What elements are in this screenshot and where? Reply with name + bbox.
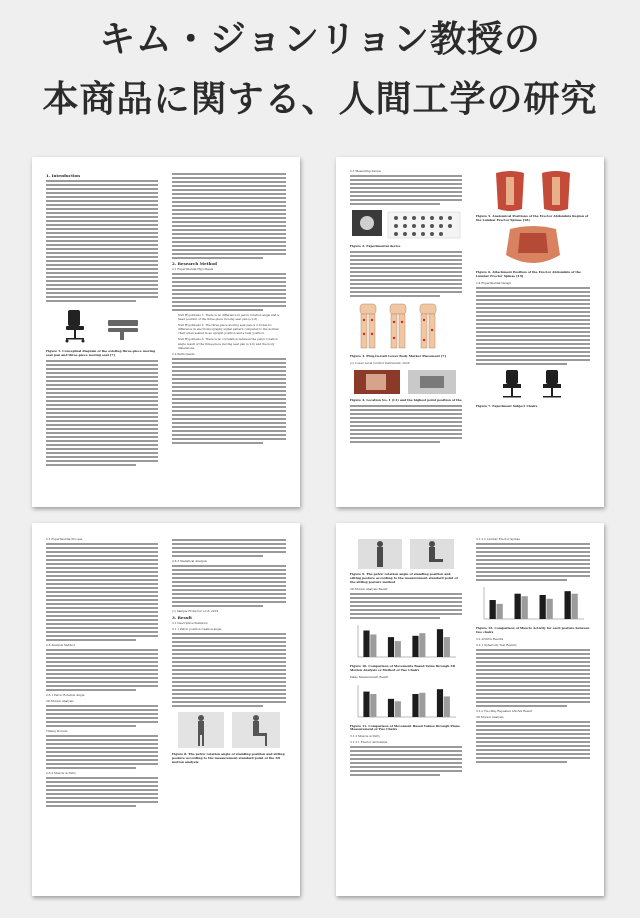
fig12-chart-svg: [476, 583, 590, 625]
page1-right-column: [172, 171, 286, 446]
fig9-caption: Figure 9. The pelvic rotation angle of standing position and sitting posture according to the measurement standard point of the sitting posture method: [350, 572, 458, 584]
research-method-heading: 2. Research Method: [172, 261, 217, 266]
chart-bar: [419, 692, 425, 716]
null-hypothesis-3: Null Hypothesis 3: There is no correlation between the pelvic rotation angle result of the three-piece moving seat pan (s 2.0) and the body dimensions.: [178, 337, 278, 350]
chart-bar: [395, 701, 401, 717]
chart-bar: [419, 633, 425, 657]
headline-line-2: 本商品に関する、人間工学の研究: [42, 79, 598, 120]
chart-bar: [444, 696, 450, 717]
fig2-caption: Figure 2. Experimental device: [350, 244, 401, 249]
fig9-posture-image: [350, 537, 462, 571]
paper-page-2: [336, 157, 604, 507]
experimental-hypothesis-heading: 2.1 Experimental Hypothesis: [172, 267, 214, 272]
fig7-chairs-image: [476, 368, 590, 402]
fig8-caption: Figure 8. The pelvic rotation angle of standing position and sitting posture according to the measurement standard point of the 3D motion analysis: [172, 752, 285, 765]
page4-right-column: [476, 537, 590, 765]
muscle-activity-result-heading: 3.1.2 Muscle Activity: [350, 734, 380, 739]
paper-page-4: [336, 523, 604, 896]
llc-footnote: (1) Lower Level Control Instrument: 2020: [350, 360, 410, 365]
paper-page-3: [32, 523, 300, 896]
page3-left-column: [46, 537, 158, 809]
sphericity-heading: 3.2.1 Sphericity Test Results: [476, 642, 517, 647]
chart-bar: [363, 691, 369, 716]
chart-bar: [572, 594, 578, 619]
muscle-activity-method-heading: 2.6.2 Muscle Activity: [46, 771, 76, 776]
intro-heading: 1. Introduction: [46, 173, 81, 178]
measuring-device-heading: 2.3 Measuring Device: [350, 169, 382, 173]
fig10-chart-svg: [350, 621, 462, 663]
fig7-caption: Figure 7. Experiment Subject Chairs: [476, 403, 538, 408]
chart-bar: [547, 599, 553, 619]
chart-bar: [437, 629, 443, 657]
pelvic-rotation-heading: 2.6.1 Pelvic Rotation Angle: [46, 693, 85, 698]
fig10-caption: Figure 10. Comparison of Movements Based Value through 3D Motion Analysis vs Method of Two Chairs: [350, 663, 456, 672]
motion-analysis-result-heading: 3D Motion Analysis Result: [350, 586, 388, 591]
pelvic-rotation-result-heading: 3.1.1 Pelvic position rotation angle: [172, 627, 222, 632]
fig11-caption: Figure 11. Comparison of Movement Based Values through Plane Measurement of Two Chairs: [350, 723, 460, 732]
plane-measurement-heading: Plane Measurement Result: [350, 674, 389, 679]
lumbar-erector-heading: 3.1.2.2 Lumbar Erector Spinae: [476, 537, 521, 541]
page4-left-column: [350, 537, 462, 778]
chart-bar: [412, 636, 418, 657]
fig8-posture-image: [172, 710, 286, 750]
three-d-result-heading: 3D Motion Analysis: [476, 714, 504, 719]
chart-bar: [363, 630, 369, 657]
fig11-chart-svg: [350, 681, 462, 723]
chart-bar: [522, 596, 528, 619]
chart-bar: [540, 595, 546, 619]
chart-bar: [497, 604, 503, 619]
experimental-process-heading: 2.5 Experimental Process: [46, 537, 83, 541]
page1-left-column: [46, 171, 158, 468]
null-hypothesis-2: Null Hypothesis 2: The three-piece moving seat pan (s 2.0) has no difference in electromyography signal pattern compared to the normal chair when seated in an upright position and a bent position.: [178, 323, 279, 336]
chart-bar: [388, 698, 394, 716]
anova-heading: 3.2 ANOVA Results: [476, 636, 504, 641]
chart-bar: [370, 694, 376, 717]
chart-bar: [395, 641, 401, 657]
fig1-caption: Figure 1. Conceptual diagram of the existing three-piece moving seat pan and three-piece moving seat [7]: [46, 349, 156, 358]
chart-bar: [565, 591, 571, 619]
headline-line-1: キム・ジョンリョン教授の: [99, 19, 541, 60]
statistical-analysis-heading: 2.6.3 Statistical Analysis: [172, 559, 207, 563]
fig12-caption: Figure 12. Comparison of Muscle Activity for each posture between two chairs: [476, 626, 590, 634]
fig4-caption: Figure 4. Location No. 1 (L1) and the highest point position of the: [350, 397, 462, 402]
chart-bar: [490, 600, 496, 619]
chart-bar: [370, 634, 376, 657]
descriptive-statistics-heading: 3.1 Descriptive Statistics: [172, 621, 208, 626]
sample-footnote: (1) Sample Frotactor v.2.8, 2019: [172, 609, 219, 614]
fig4-location-image: [350, 368, 462, 396]
chart-bar: [412, 694, 418, 717]
paper-page-1: [32, 157, 300, 507]
chart-bar: [444, 637, 450, 657]
chart-bar: [388, 637, 394, 657]
participants-heading: 2.2 Participants: [172, 351, 195, 356]
fig3-caption: Figure 3. Plug-In-Gait Lower Body Marker Placement [7]: [350, 353, 446, 358]
chart-bar: [515, 594, 521, 619]
page2-left-column: [350, 169, 462, 445]
fig5-caption: Figure 5. Anatomical Positions of the Erector Abdominis Region of the Lumbar Erector Spinae [18]: [476, 214, 589, 222]
chart-bar: [437, 689, 443, 717]
erector-abdominis-heading: 3.1.2.1 Erector Abdominis: [350, 740, 388, 745]
page2-right-column: [476, 169, 590, 411]
fig6-attachment-image: [476, 225, 590, 269]
result-heading: 3. Result: [172, 615, 192, 621]
timing-posture-heading: Timing Posture: [46, 729, 68, 734]
fig3-body-marker-image: [350, 300, 462, 352]
fig5-muscle-image: [476, 169, 590, 213]
null-hypothesis-1: Null Hypothesis 1: There is no difference in pelvic rotation angle and a head position of the three-piece moving seat pan (s 2.0).: [178, 313, 279, 322]
page3-right-column: [172, 537, 286, 767]
fig6-caption: Figure 6. Attachment Position of the Erector Abdominis of the Lumbar Erector Spinae [19]: [476, 269, 581, 278]
fig10-bar-chart: [350, 621, 462, 663]
analysis-method-heading: 2.6 Analysis Method: [46, 643, 75, 648]
fig11-bar-chart: [350, 681, 462, 723]
fig12-bar-chart: [476, 583, 590, 625]
experimental-design-heading: 2.4 Experimental Design: [476, 280, 512, 285]
three-d-motion-heading: 3D Motion Analysis: [46, 699, 74, 704]
fig1-chair-image: [46, 306, 158, 346]
fig2-device-image: [350, 208, 462, 242]
repeated-anova-heading: 3.2.2 Two-Way Repeated ANOVA Result: [476, 708, 533, 713]
